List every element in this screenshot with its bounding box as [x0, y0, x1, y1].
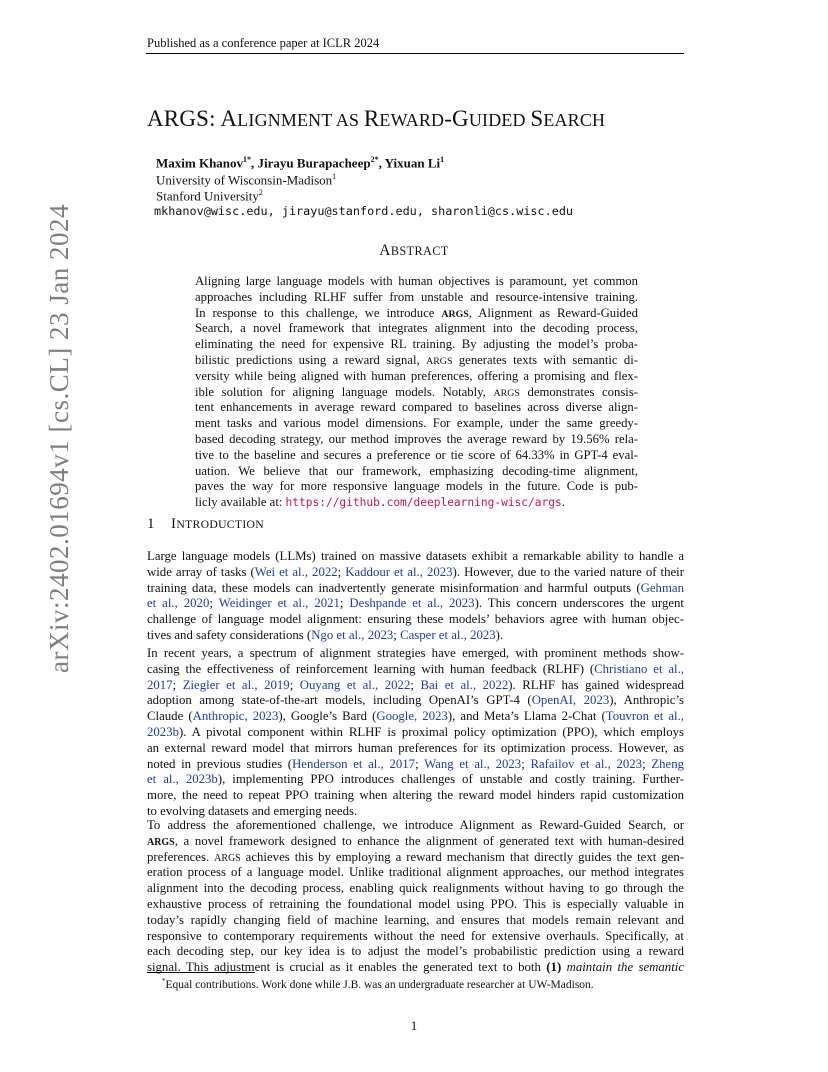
running-header: Published as a conference paper at ICLR 2024	[147, 36, 380, 50]
section-heading-introduction: 1 INTRODUCTION	[147, 516, 265, 532]
abstract-heading: ABSTRACT	[379, 242, 449, 259]
code-link[interactable]: https://github.com/deeplearning-wisc/args	[285, 496, 562, 510]
abstract-body: Aligning large language models with human objectives is paramount, yet common approaches including RLHF suffer from unstable and resource-intensive training. In response to this challenge, we introduce ARGS, Alignment as Reward-Guided Search, a novel framework that integrates alignment into the decoding process, eliminating the need for expensive RL training. By adjusting the model’s proba- bilistic predictions using a reward signal, ARGS generates texts with semantic di- versity while being aligned with human preferences, offering a promising and flex- ible solution for aligning language models. Notably, ARGS demonstrates consis- tent enhancements in average reward compared to baselines across diverse align- ment tasks and various model dimensions. For example, under the same greedy- based decoding strategy, our method improves the average reward by 19.56% rela- tive to the baseline and secures a preference or tie score of 64.33% in GPT-4 eval- uation. We believe that our framework, emphasizing decoding-time alignment, paves the way for more responsive language models in the future. Code is pub- licly available at: https://github.com/deeplearning-wisc/args.	[195, 274, 638, 510]
paper-title: ARGS: ALIGNMENT AS REWARD-GUIDED SEARCH	[147, 106, 606, 131]
affiliation-1: University of Wisconsin-Madison$^1$	[156, 172, 337, 188]
header-rule	[146, 53, 684, 54]
page-number: 1	[410, 1018, 418, 1033]
author-emails[interactable]: mkhanov@wisc.edu, jirayu@stanford.edu, sharonli@cs.wisc.edu	[154, 204, 574, 218]
intro-paragraph-1: Large language models (LLMs) trained on massive datasets exhibit a remarkable ability to handle a wide array of tasks (Wei et al., 2022; Kaddour et al., 2023). However, due to the varied nature of their training data, these models can inadvertently generate misinformation and harmful outputs (Gehman et al., 2020; Weidinger et al., 2021; Deshpande et al., 2023). This concern underscores the urgent challenge of language model alignment: ensuring these models’ behaviors agree with human objec- tives and safety considerations (Ngo et al., 2023; Casper et al., 2023).	[147, 549, 684, 642]
affiliation-2: Stanford University$^2$	[156, 188, 263, 204]
author-list: Maxim Khanov$^{1*}$, Jirayu Burapacheep$^{2*}$, Yixuan Li$^1$	[156, 155, 445, 171]
intro-paragraph-3: To address the aforementioned challenge, we introduce Alignment as Reward-Guided Search, or ARGS, a novel framework designed to enhance the alignment of generated text with human-desired preferences. ARGS achieves this by employing a reward mechanism that directly guides the text gen- eration process of a language model. Unlike traditional alignment approaches, our method integrates alignment into the decoding process, enabling quick realignments without having to go through the exhaustive process of retraining the foundational model using PPO. This is especially valuable in today’s rapidly changing field of machine learning, and ensures that models remain relevant and responsive to contemporary requirements without the need for extensive overhauls. Specifically, at each decoding step, our key idea is to adjust the model’s probabilistic prediction using a reward signal. This adjustment is crucial as it enables the generated text to both (1) maintain the semantic	[147, 818, 684, 975]
intro-paragraph-2: In recent years, a spectrum of alignment strategies have emerged, with prominent methods show- casing the effectiveness of reinforcement learning with human feedback (RLHF) (Christiano et al., 2017; Ziegler et al., 2019; Ouyang et al., 2022; Bai et al., 2022). RLHF has gained widespread adoption among state-of-the-art models, including OpenAI’s GPT-4 (OpenAI, 2023), Anthropic’s Claude (Anthropic, 2023), Google’s Bard (Google, 2023), and Meta’s Llama 2-Chat (Touvron et al., 2023b). A pivotal component within RLHF is proximal policy optimization (PPO), which employs an external reward model that mirrors human preferences for its optimization process. However, as noted in previous studies (Henderson et al., 2017; Wang et al., 2023; Rafailov et al., 2023; Zheng et al., 2023b), implementing PPO introduces challenges of unstable and costly training. Further- more, the need to repeat PPO training when altering the reward model hinders rapid customization to evolving datasets and emerging needs.	[147, 646, 684, 818]
footnote: *Equal contributions. Work done while J.B. was an undergraduate researcher at UW-Madison.	[162, 977, 594, 991]
footnote-rule	[147, 972, 255, 973]
